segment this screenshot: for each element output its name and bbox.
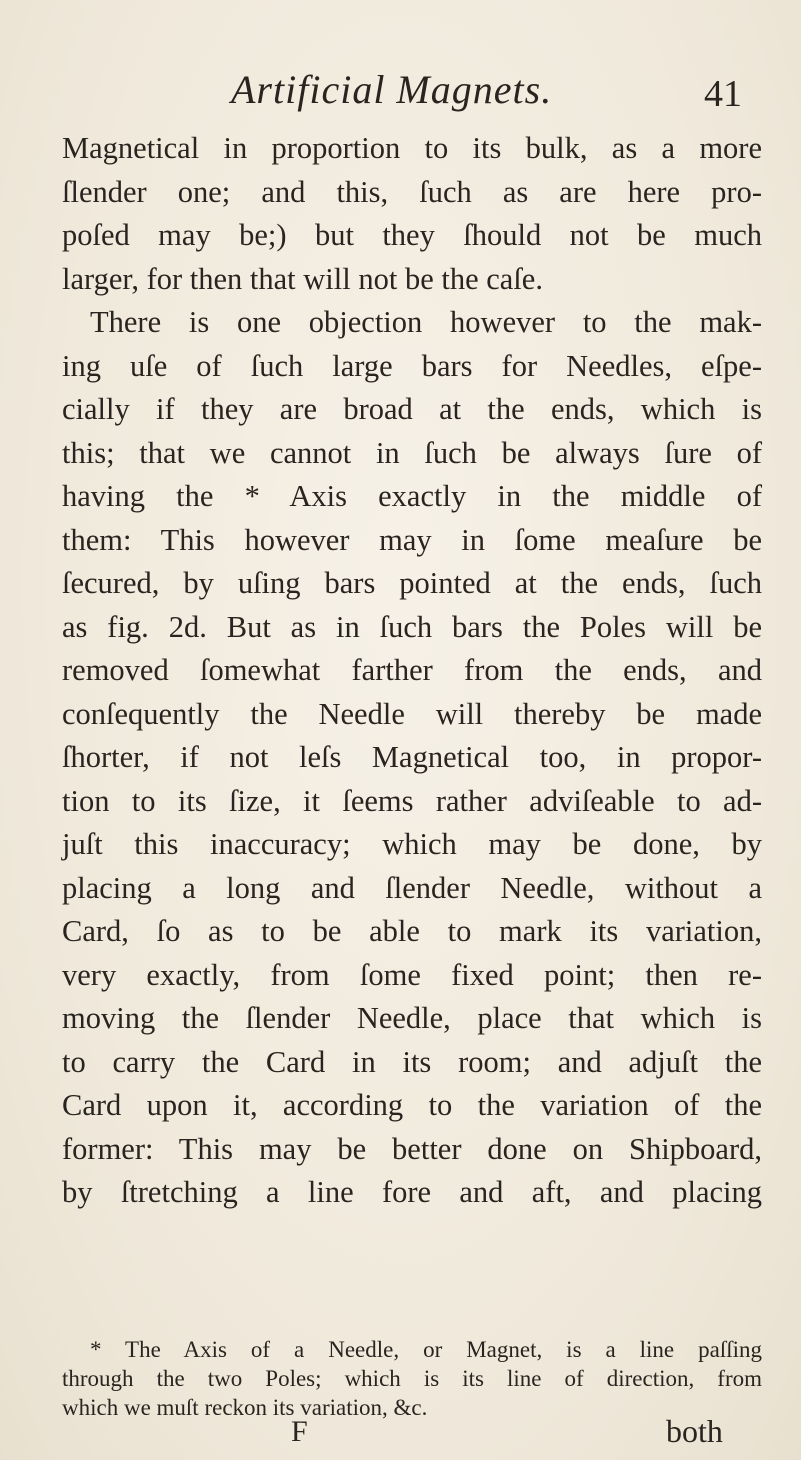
text-line: placing a long and ſlender Needle, without a [62,870,762,905]
text-line: juſt this inaccuracy; which may be done, by [62,827,762,861]
catchword: both [666,1413,723,1449]
signature-mark: F [291,1415,308,1448]
text-line: Card, ſo as to be able to mark its variation, [62,914,762,948]
text-line: There is one objection however to the mak- [90,305,762,339]
text-line: Card upon it, according to the variation of the [62,1088,762,1122]
text-line: as fig. 2d. But as in ſuch bars the Poles will be [62,609,762,644]
text-line: ing uſe of ſuch large bars for Needles, eſpe- [62,348,762,383]
text-line: ſecured, by uſing bars pointed at the ends, ſuch [62,566,762,600]
text-line: poſed may be;) but they ſhould not be much [62,218,762,252]
page-header [0,66,801,116]
footnote [62,1335,762,1422]
text-line: former: This may be better done on Shipboard, [62,1131,762,1166]
text-line: by ſtretching a line fore and aft, and placing [62,1175,762,1209]
text-line: tion to its ſize, it ſeems rather adviſeable to ad- [62,783,762,818]
page-number: 41 [704,73,742,115]
footnote-line: which we muſt reckon its variation, &c. [62,1395,428,1420]
text-line: having the * Axis exactly in the middle of [62,479,762,513]
footnote-line: through the two Poles; which is its line of direction, from [62,1366,762,1391]
text-line: very exactly, from ſome fixed point; then re- [62,957,762,992]
text-line: Magnetical in proportion to its bulk, as a more [62,131,762,165]
text-line: larger, for then that will not be the caſe. [62,261,543,296]
text-line: conſequently the Needle will thereby be made [62,696,762,731]
running-title: Artificial Magnets. [231,67,553,112]
text-line: removed ſomewhat farther from the ends, and [62,653,762,687]
footnote-line: * The Axis of a Needle, or Magnet, is a line paſſing [90,1337,762,1362]
text-line: ſlender one; and this, ſuch as are here pro- [62,174,762,209]
text-line: this; that we cannot in ſuch be always ſure of [62,435,762,470]
text-line: ſhorter, if not leſs Magnetical too, in propor- [62,740,762,774]
text-line: cially if they are broad at the ends, which is [62,392,762,426]
text-line: to carry the Card in its room; and adjuſt the [62,1044,762,1079]
text-line: them: This however may in ſome meaſure be [62,522,762,557]
body-text [62,127,762,1215]
text-line: moving the ſlender Needle, place that which is [62,1001,762,1035]
